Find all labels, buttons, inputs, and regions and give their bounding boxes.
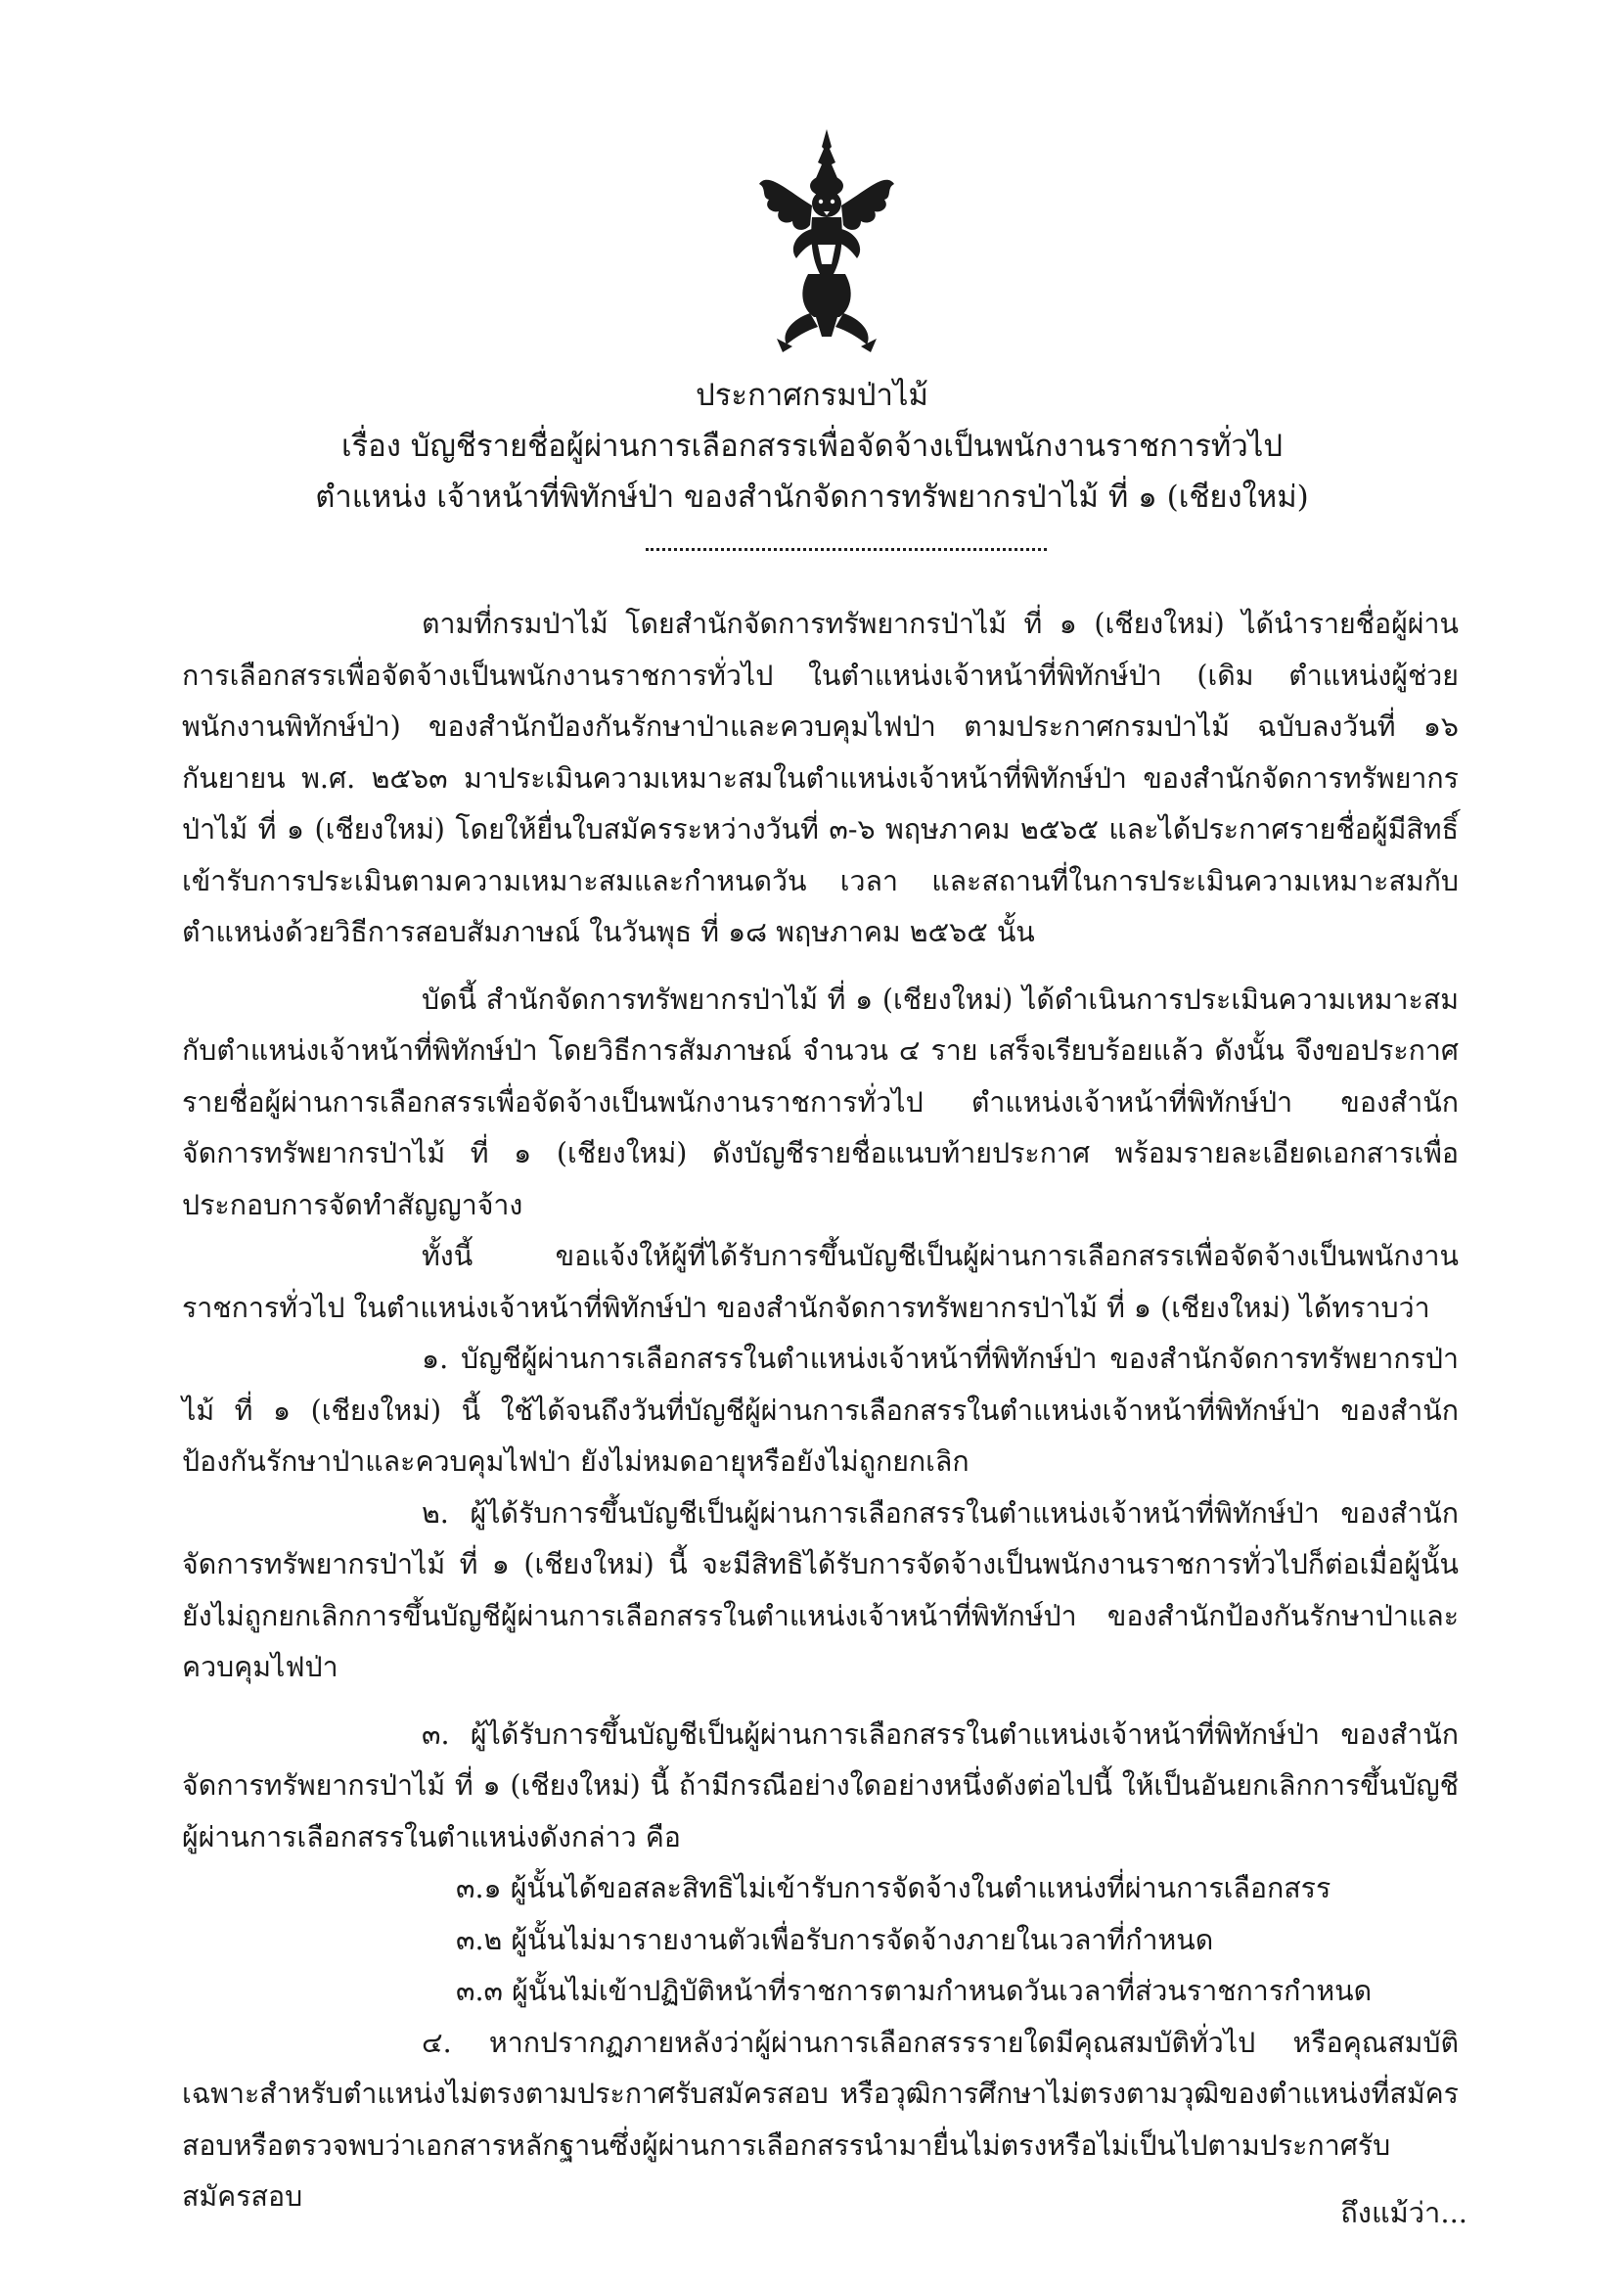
clause-3: ๓. ผู้ได้รับการขึ้นบัญชีเป็นผู้ผ่านการเลือกสรรในตำแหน่งเจ้าหน้าที่พิทักษ์ป่า ของสำนักจัดการทรัพยากรป่าไม้ ที่ ๑ (เชียงใหม่) นี้ ถ้ามีกรณีอย่างใดอย่างหนึ่งดังต่อไปนี้ ให้เป็นอันยกเลิกการขึ้นบัญชีผู้ผ่านการเลือกสรรในตำแหน่งดังกล่าว คือ xyxy=(182,1717,1459,1853)
clause-4: ๔. หากปรากฏภายหลังว่าผู้ผ่านการเลือกสรรรายใดมีคุณสมบัติทั่วไป หรือคุณสมบัติเฉพาะสำหรับตำแหน่งไม่ตรงตามประกาศรับสมัครสอบ หรือวุฒิการศึกษาไม่ตรงตามวุฒิของตำแหน่งที่สมัครสอบหรือตรวจพบว่าเอกสารหลักฐานซึ่งผู้ผ่านการเลือกสรรนำมายื่นไม่ตรงหรือไม่เป็นไปตามประกาศรับสมัครสอบ xyxy=(182,2026,1459,2213)
clause-1: ๑. บัญชีผู้ผ่านการเลือกสรรในตำแหน่งเจ้าหน้าที่พิทักษ์ป่า ของสำนักจัดการทรัพยากรป่าไม้ ที่ ๑ (เชียงใหม่) นี้ ใช้ได้จนถึงวันที่บัญชีผู้ผ่านการเลือกสรรในตำแหน่งเจ้าหน้าที่พิทักษ์ป่า ของสำนักป้องกันรักษาป่าและควบคุมไฟป่า ยังไม่หมดอายุหรือยังไม่ถูกยกเลิก xyxy=(182,1343,1459,1478)
clause-3-3: ๓.๓ ผู้นั้นไม่เข้าปฏิบัติหน้าที่ราชการตามกำหนดวันเวลาที่ส่วนราชการกำหนด xyxy=(456,1975,1373,2007)
clause-3-1: ๓.๑ ผู้นั้นได้ขอสละสิทธิไม่เข้ารับการจัดจ้างในตำแหน่งที่ผ่านการเลือกสรร xyxy=(456,1872,1331,1904)
document-body xyxy=(182,599,1459,2223)
clause-2: ๒. ผู้ได้รับการขึ้นบัญชีเป็นผู้ผ่านการเลือกสรรในตำแหน่งเจ้าหน้าที่พิทักษ์ป่า ของสำนักจัดการทรัพยากรป่าไม้ ที่ ๑ (เชียงใหม่) นี้ จะมีสิทธิได้รับการจัดจ้างเป็นพนักงานราชการทั่วไปก็ต่อเมื่อผู้นั้นยังไม่ถูกยกเลิกการขึ้นบัญชีผู้ผ่านการเลือกสรรในตำแหน่งเจ้าหน้าที่พิทักษ์ป่า ของสำนักป้องกันรักษาป่าและควบคุมไฟป่า xyxy=(182,1496,1459,1683)
clause-3-2: ๓.๒ ผู้นั้นไม่มารายงานตัวเพื่อรับการจัดจ้างภายในเวลาที่กำหนด xyxy=(456,1923,1214,1956)
announcement-subject: เรื่อง บัญชีรายชื่อผู้ผ่านการเลือกสรรเพื่อจัดจ้างเป็นพนักงานราชการทั่วไป xyxy=(340,429,1284,464)
announcement-position: ตำแหน่ง เจ้าหน้าที่พิทักษ์ป่า ของสำนักจัดการทรัพยากรป่าไม้ ที่ ๑ (เชียงใหม่) xyxy=(315,480,1309,515)
garuda-emblem-icon xyxy=(753,127,900,352)
paragraph-announcement: บัดนี้ สำนักจัดการทรัพยากรป่าไม้ ที่ ๑ (เชียงใหม่) ได้ดำเนินการประเมินความเหมาะสมกับตำแหน่งเจ้าหน้าที่พิทักษ์ป่า โดยวิธีการสัมภาษณ์ จำนวน ๔ ราย เสร็จเรียบร้อยแล้ว ดังนั้น จึงขอประกาศรายชื่อผู้ผ่านการเลือกสรรเพื่อจัดจ้างเป็นพนักงานราชการทั่วไป ตำแหน่งเจ้าหน้าที่พิทักษ์ป่า ของสำนักจัดการทรัพยากรป่าไม้ ที่ ๑ (เชียงใหม่) ดังบัญชีรายชื่อแนบท้ายประกาศ พร้อมรายละเอียดเอกสารเพื่อประกอบการจัดทำสัญญาจ้าง xyxy=(182,983,1459,1221)
paragraph-notice: ทั้งนี้ ขอแจ้งให้ผู้ที่ได้รับการขึ้นบัญชีเป็นผู้ผ่านการเลือกสรรเพื่อจัดจ้างเป็นพนักงานราชการทั่วไป ในตำแหน่งเจ้าหน้าที่พิทักษ์ป่า ของสำนักจัดการทรัพยากรป่าไม้ ที่ ๑ (เชียงใหม่) ได้ทราบว่า xyxy=(182,1240,1459,1324)
dotted-divider xyxy=(646,548,1047,551)
announcement-heading: ประกาศกรมป่าไม้ xyxy=(696,378,928,413)
continuation-marker: ถึงแม้ว่า... xyxy=(1340,2196,1467,2229)
paragraph-background: ตามที่กรมป่าไม้ โดยสำนักจัดการทรัพยากรป่าไม้ ที่ ๑ (เชียงใหม่) ได้นำรายชื่อผู้ผ่านการเลือกสรรเพื่อจัดจ้างเป็นพนักงานราชการทั่วไป ในตำแหน่งเจ้าหน้าที่พิทักษ์ป่า (เดิม ตำแหน่งผู้ช่วยพนักงานพิทักษ์ป่า) ของสำนักป้องกันรักษาป่าและควบคุมไฟป่า ตามประกาศกรมป่าไม้ ฉบับลงวันที่ ๑๖ กันยายน พ.ศ. ๒๕๖๓ มาประเมินความเหมาะสมในตำแหน่งเจ้าหน้าที่พิทักษ์ป่า ของสำนักจัดการทรัพยากรป่าไม้ ที่ ๑ (เชียงใหม่) โดยให้ยื่นใบสมัครระหว่างวันที่ ๓-๖ พฤษภาคม ๒๕๖๕ และได้ประกาศรายชื่อผู้มีสิทธิ์เข้ารับการประเมินตามความเหมาะสมและกำหนดวัน เวลา และสถานที่ในการประเมินความเหมาะสมกับตำแหน่งด้วยวิธีการสอบสัมภาษณ์ ในวันพุธ ที่ ๑๘ พฤษภาคม ๒๕๖๕ นั้น xyxy=(182,608,1459,948)
